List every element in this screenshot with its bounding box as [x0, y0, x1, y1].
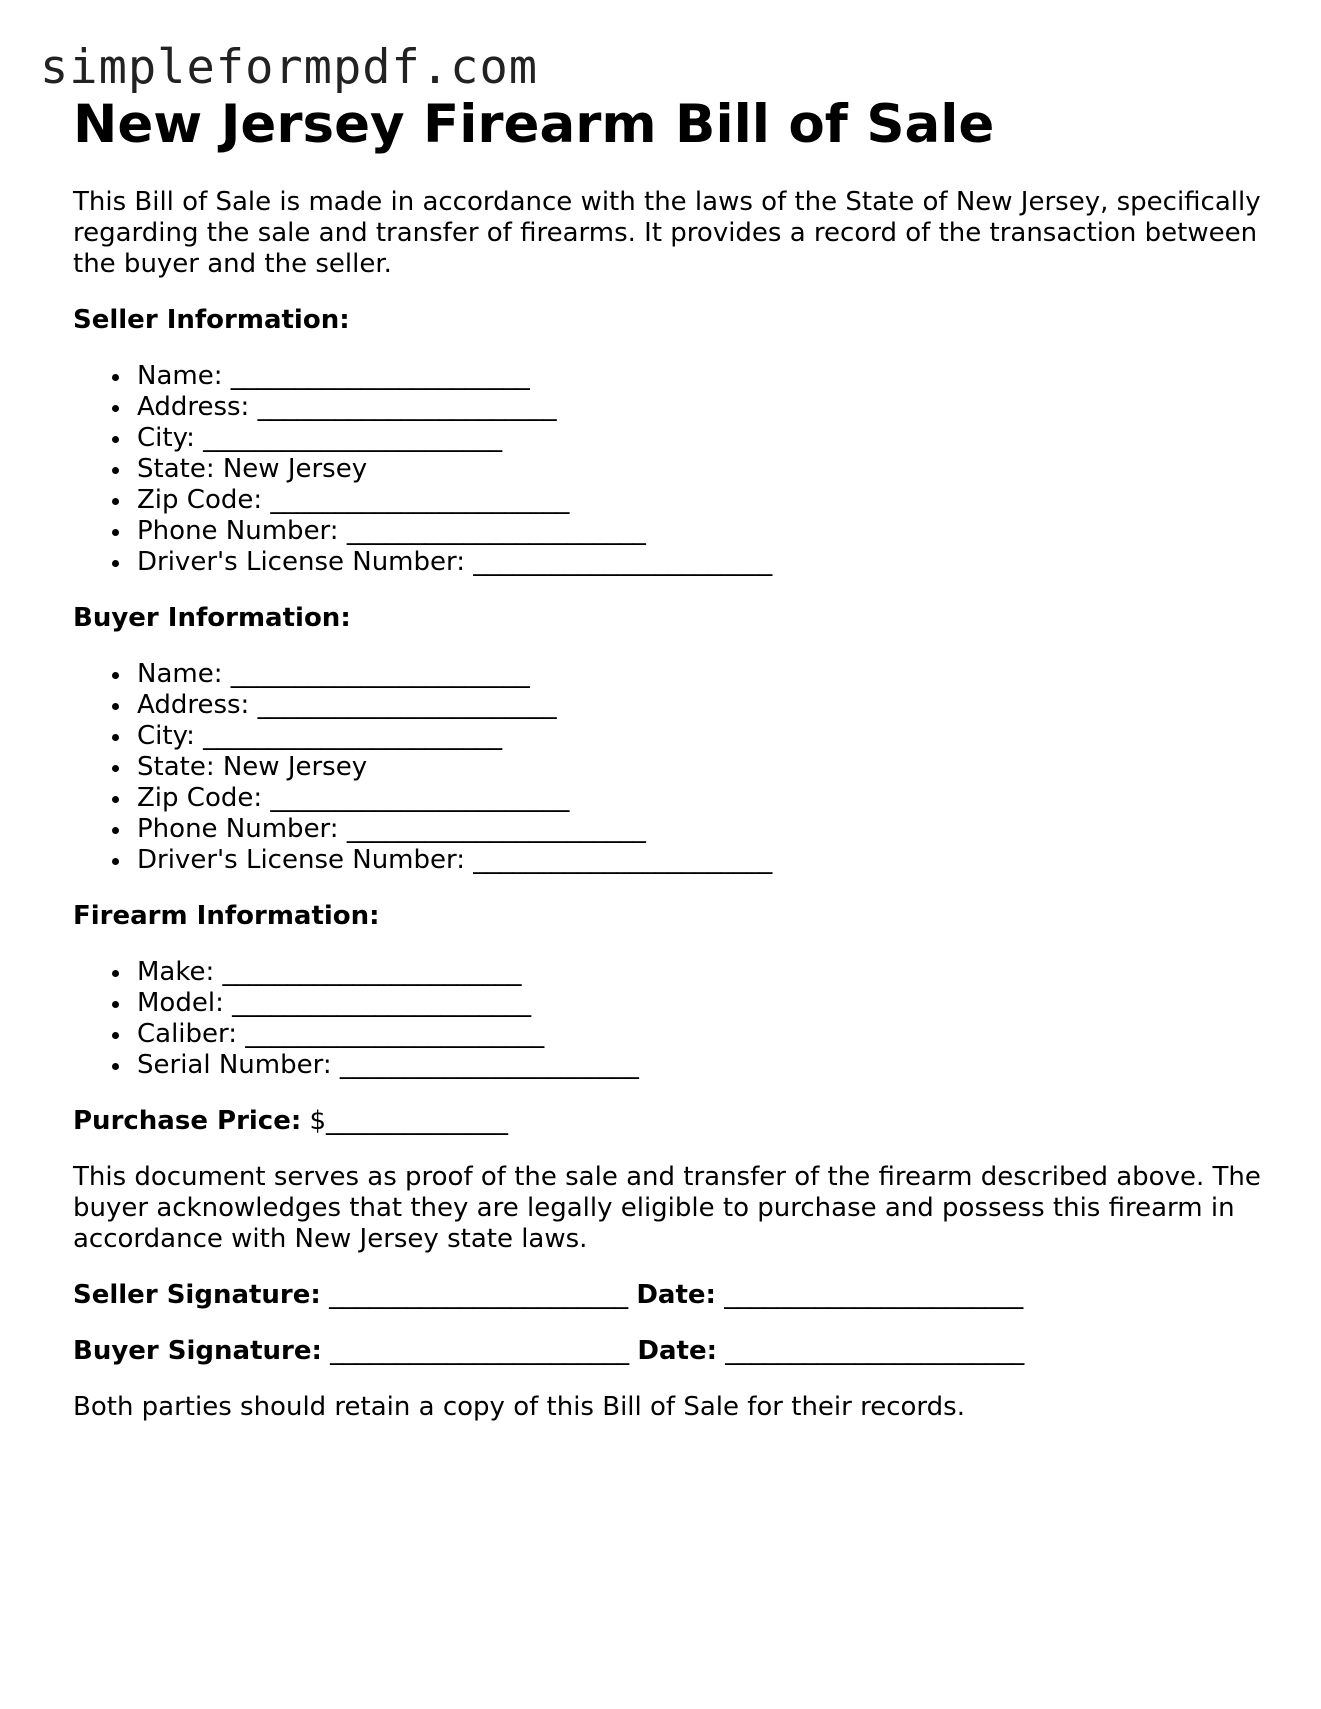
buyer-date-blank: _______________________: [725, 1336, 1025, 1366]
firearm-field-list: [73, 957, 1273, 1081]
firearm-model-field: Model: _______________________: [137, 988, 1273, 1019]
document-body: [73, 92, 1273, 1423]
seller-date-label: Date:: [636, 1280, 716, 1310]
buyer-zip-field: Zip Code: _______________________: [137, 783, 1273, 814]
seller-section-heading: Seller Information:: [73, 305, 350, 335]
seller-phone-field: Phone Number: _______________________: [137, 516, 1273, 547]
seller-license-field: Driver's License Number: _______________________: [137, 547, 1273, 578]
buyer-city-field: City: _______________________: [137, 721, 1273, 752]
firearm-serial-field: Serial Number: _______________________: [137, 1050, 1273, 1081]
seller-name-field: Name: _______________________: [137, 361, 1273, 392]
intro-paragraph: This Bill of Sale is made in accordance with the laws of the State of New Jersey, specifically regarding the sale and transfer of firearms. It provides a record of the transaction between the buyer and the seller.: [73, 187, 1261, 279]
seller-city-field: City: _______________________: [137, 423, 1273, 454]
buyer-phone-field: Phone Number: _______________________: [137, 814, 1273, 845]
buyer-signature-blank: _______________________: [330, 1336, 630, 1366]
firearm-section-heading: Firearm Information:: [73, 901, 380, 931]
seller-field-list: [73, 361, 1273, 578]
seller-signature-blank: _______________________: [329, 1280, 629, 1310]
purchase-price-label: Purchase Price:: [73, 1106, 302, 1136]
buyer-license-field: Driver's License Number: _______________________: [137, 845, 1273, 876]
document-title: New Jersey Firearm Bill of Sale: [73, 94, 995, 155]
purchase-price-blank: $______________: [309, 1106, 509, 1136]
seller-address-field: Address: _______________________: [137, 392, 1273, 423]
purchase-price-line: [73, 1106, 1273, 1137]
firearm-make-field: Make: _______________________: [137, 957, 1273, 988]
buyer-field-list: [73, 659, 1273, 876]
buyer-signature-line: [73, 1336, 1273, 1367]
seller-signature-label: Seller Signature:: [73, 1280, 321, 1310]
buyer-address-field: Address: _______________________: [137, 690, 1273, 721]
seller-state-field: State: New Jersey: [137, 454, 1273, 485]
seller-zip-field: Zip Code: _______________________: [137, 485, 1273, 516]
final-note: Both parties should retain a copy of this Bill of Sale for their records.: [73, 1392, 965, 1422]
buyer-date-label: Date:: [637, 1336, 718, 1366]
watermark: simpleformpdf.com: [40, 40, 539, 95]
buyer-signature-label: Buyer Signature:: [73, 1336, 322, 1366]
seller-date-blank: _______________________: [724, 1280, 1024, 1310]
buyer-state-field: State: New Jersey: [137, 752, 1273, 783]
firearm-caliber-field: Caliber: _______________________: [137, 1019, 1273, 1050]
seller-signature-line: [73, 1280, 1273, 1311]
closing-paragraph: This document serves as proof of the sale and transfer of the firearm described above. The buyer acknowledges that they are legally eligible to purchase and possess this firearm in accordance with New Jersey state laws.: [73, 1162, 1261, 1254]
buyer-name-field: Name: _______________________: [137, 659, 1273, 690]
buyer-section-heading: Buyer Information:: [73, 603, 351, 633]
